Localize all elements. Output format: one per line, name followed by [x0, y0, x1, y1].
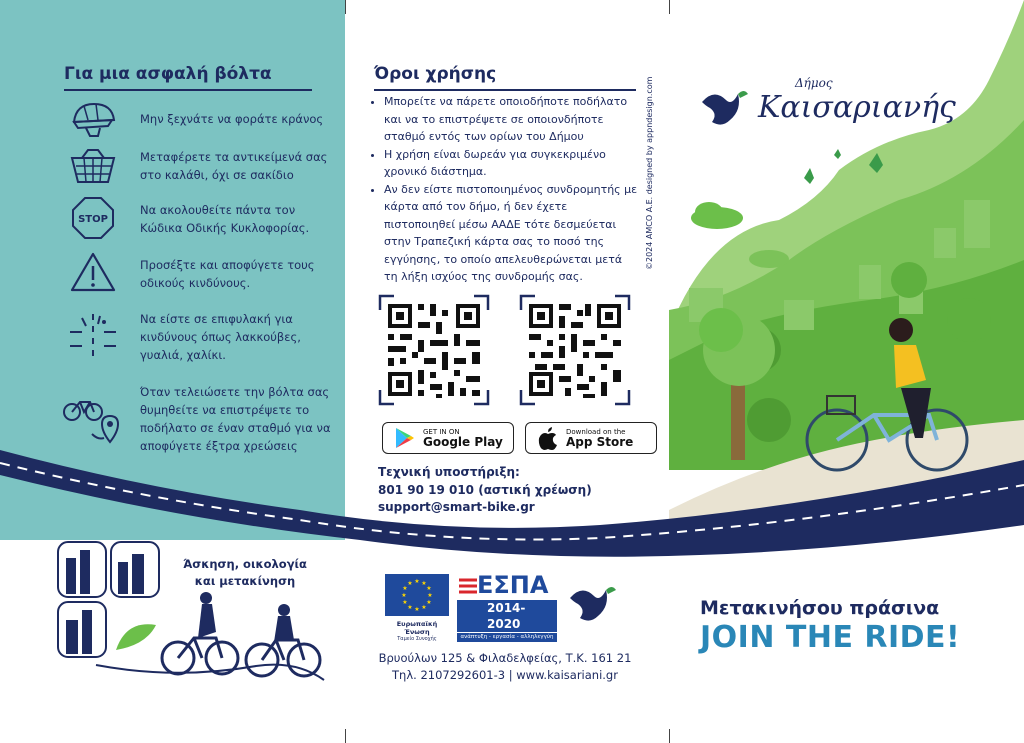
app-store-label: App Store [566, 434, 634, 449]
svg-text:★: ★ [421, 580, 427, 587]
slogan-greek: Μετακινήσου πράσινα [700, 597, 940, 619]
svg-text:★: ★ [421, 604, 427, 611]
terms-item: • Μπορείτε να πάρετε οποιοδήποτε ποδήλατο και να το επιστρέψετε σε οποιονδήποτε σταθμό εντός των ορίων του Δήμου [384, 93, 639, 146]
basket-icon [68, 146, 118, 190]
terms-title-underline [374, 89, 636, 91]
eu-logo [385, 574, 449, 642]
municipality-small-label: Δήμος [795, 76, 833, 90]
warning-icon [68, 250, 118, 294]
svg-text:★: ★ [402, 599, 408, 606]
fold-mark [345, 0, 346, 14]
exercise-caption [175, 556, 315, 590]
municipality-name: Καισαριανής [758, 90, 956, 125]
safety-title: Για μια ασφαλή βόλτα [64, 64, 272, 84]
helmet-icon [68, 96, 118, 140]
support-email[interactable]: support@smart-bike.gr [378, 500, 535, 514]
tip-stop-text: Να ακολουθείτε πάντα τον Κώδικα Οδικής Κυκλοφορίας. [140, 203, 310, 235]
espa-motto: ανάπτυξη - εργασία - αλληλεγγύη [457, 633, 557, 642]
svg-text:★: ★ [401, 592, 407, 599]
svg-text:★: ★ [414, 578, 420, 585]
tip-helmet-text: Μην ξεχνάτε να φοράτε κράνος [140, 112, 324, 126]
google-play-label: Google Play [423, 434, 503, 449]
address-block [375, 650, 635, 684]
eu-name: Ευρωπαϊκή Ένωση [396, 620, 438, 636]
eu-fund: Ταμείο Συνοχής [397, 636, 437, 642]
tip-return-bike-text: Όταν τελειώσετε την βόλτα σας θυμηθείτε να επιστρέψετε το ποδήλατο σε έναν σταθμό για να αποφύγετε έξτρα χρεώσεις [140, 385, 331, 453]
espa-stripes-icon [457, 576, 479, 596]
espa-title: ΕΣΠΑ [477, 571, 549, 599]
support-phone[interactable]: 801 90 19 010 (αστική χρέωση) [378, 482, 592, 497]
fold-mark [345, 729, 346, 743]
address-line: Βρυούλων 125 & Φιλαδελφείας, Τ.Κ. 161 21 [378, 651, 632, 665]
eu-flag-icon [385, 574, 449, 616]
google-play-qr-code[interactable] [378, 294, 490, 406]
contact-line: Τηλ. 2107292601-3 | www.kaisariani.gr [392, 668, 618, 682]
tip-warning-text: Προσέξτε και αποφύγετε τους οδικούς κινδύνους. [140, 258, 315, 290]
espa-logo [457, 571, 557, 640]
exercise-caption-line1: Άσκηση, οικολογία [183, 557, 307, 571]
svg-text:★: ★ [407, 580, 413, 587]
app-store-qr-code[interactable] [519, 294, 631, 406]
exercise-caption-line2: και μετακίνηση [194, 574, 296, 588]
fold-mark [669, 0, 670, 14]
road-hazard-icon [68, 312, 118, 356]
espa-years: 2014-2020 [457, 600, 557, 632]
stop-sign-icon [68, 196, 118, 240]
municipality-logo [700, 78, 970, 138]
svg-text:★: ★ [414, 606, 420, 613]
slogan-english: JOIN THE RIDE! [700, 620, 961, 655]
svg-text:★: ★ [402, 585, 408, 592]
fold-mark [669, 729, 670, 743]
credit-text: ©2024 AMCO A.E. designed by appndesign.com [645, 76, 654, 270]
tip-basket-text: Μεταφέρετε τα αντικείμενά σας στο καλάθι, όχι σε σακίδιο [140, 150, 328, 182]
terms-title: Όροι χρήσης [374, 64, 497, 84]
terms-list [374, 93, 639, 286]
terms-item: • Η χρήση είναι δωρεάν για συγκεκριμένο χρονικό διάστημα. [384, 146, 639, 181]
terms-item: • Αν δεν είστε πιστοποιημένος συνδρομητής με κάρτα από τον δήμο, ή δεν έχετε πιστοποιηθεί μέσω ΑΑΔΕ τότε δεσμεύεται στην Τραπεζική κάρτα σας το ποσό της εγγύησης, το οποίο απελευθερώνεται μετά τη λήξη ισχύος της συνδρομής σας. [384, 181, 639, 286]
app-store-small-label: Download on the [566, 427, 626, 436]
google-play-small-label: GET IN ON [423, 427, 460, 436]
municipality-bird-icon [568, 580, 616, 624]
svg-text:★: ★ [426, 599, 432, 606]
support-title: Τεχνική υποστήριξη: [378, 465, 520, 479]
svg-text:★: ★ [407, 604, 413, 611]
svg-text:★: ★ [426, 585, 432, 592]
bird-logo-icon [700, 84, 750, 130]
svg-text:STOP: STOP [78, 214, 108, 225]
safety-title-underline [64, 89, 312, 91]
svg-text:★: ★ [427, 592, 433, 599]
tip-road-hazard-text: Να είστε σε επιφυλακή για κινδύνους όπως λακκούβες, γυαλιά, χαλίκι. [140, 312, 301, 362]
